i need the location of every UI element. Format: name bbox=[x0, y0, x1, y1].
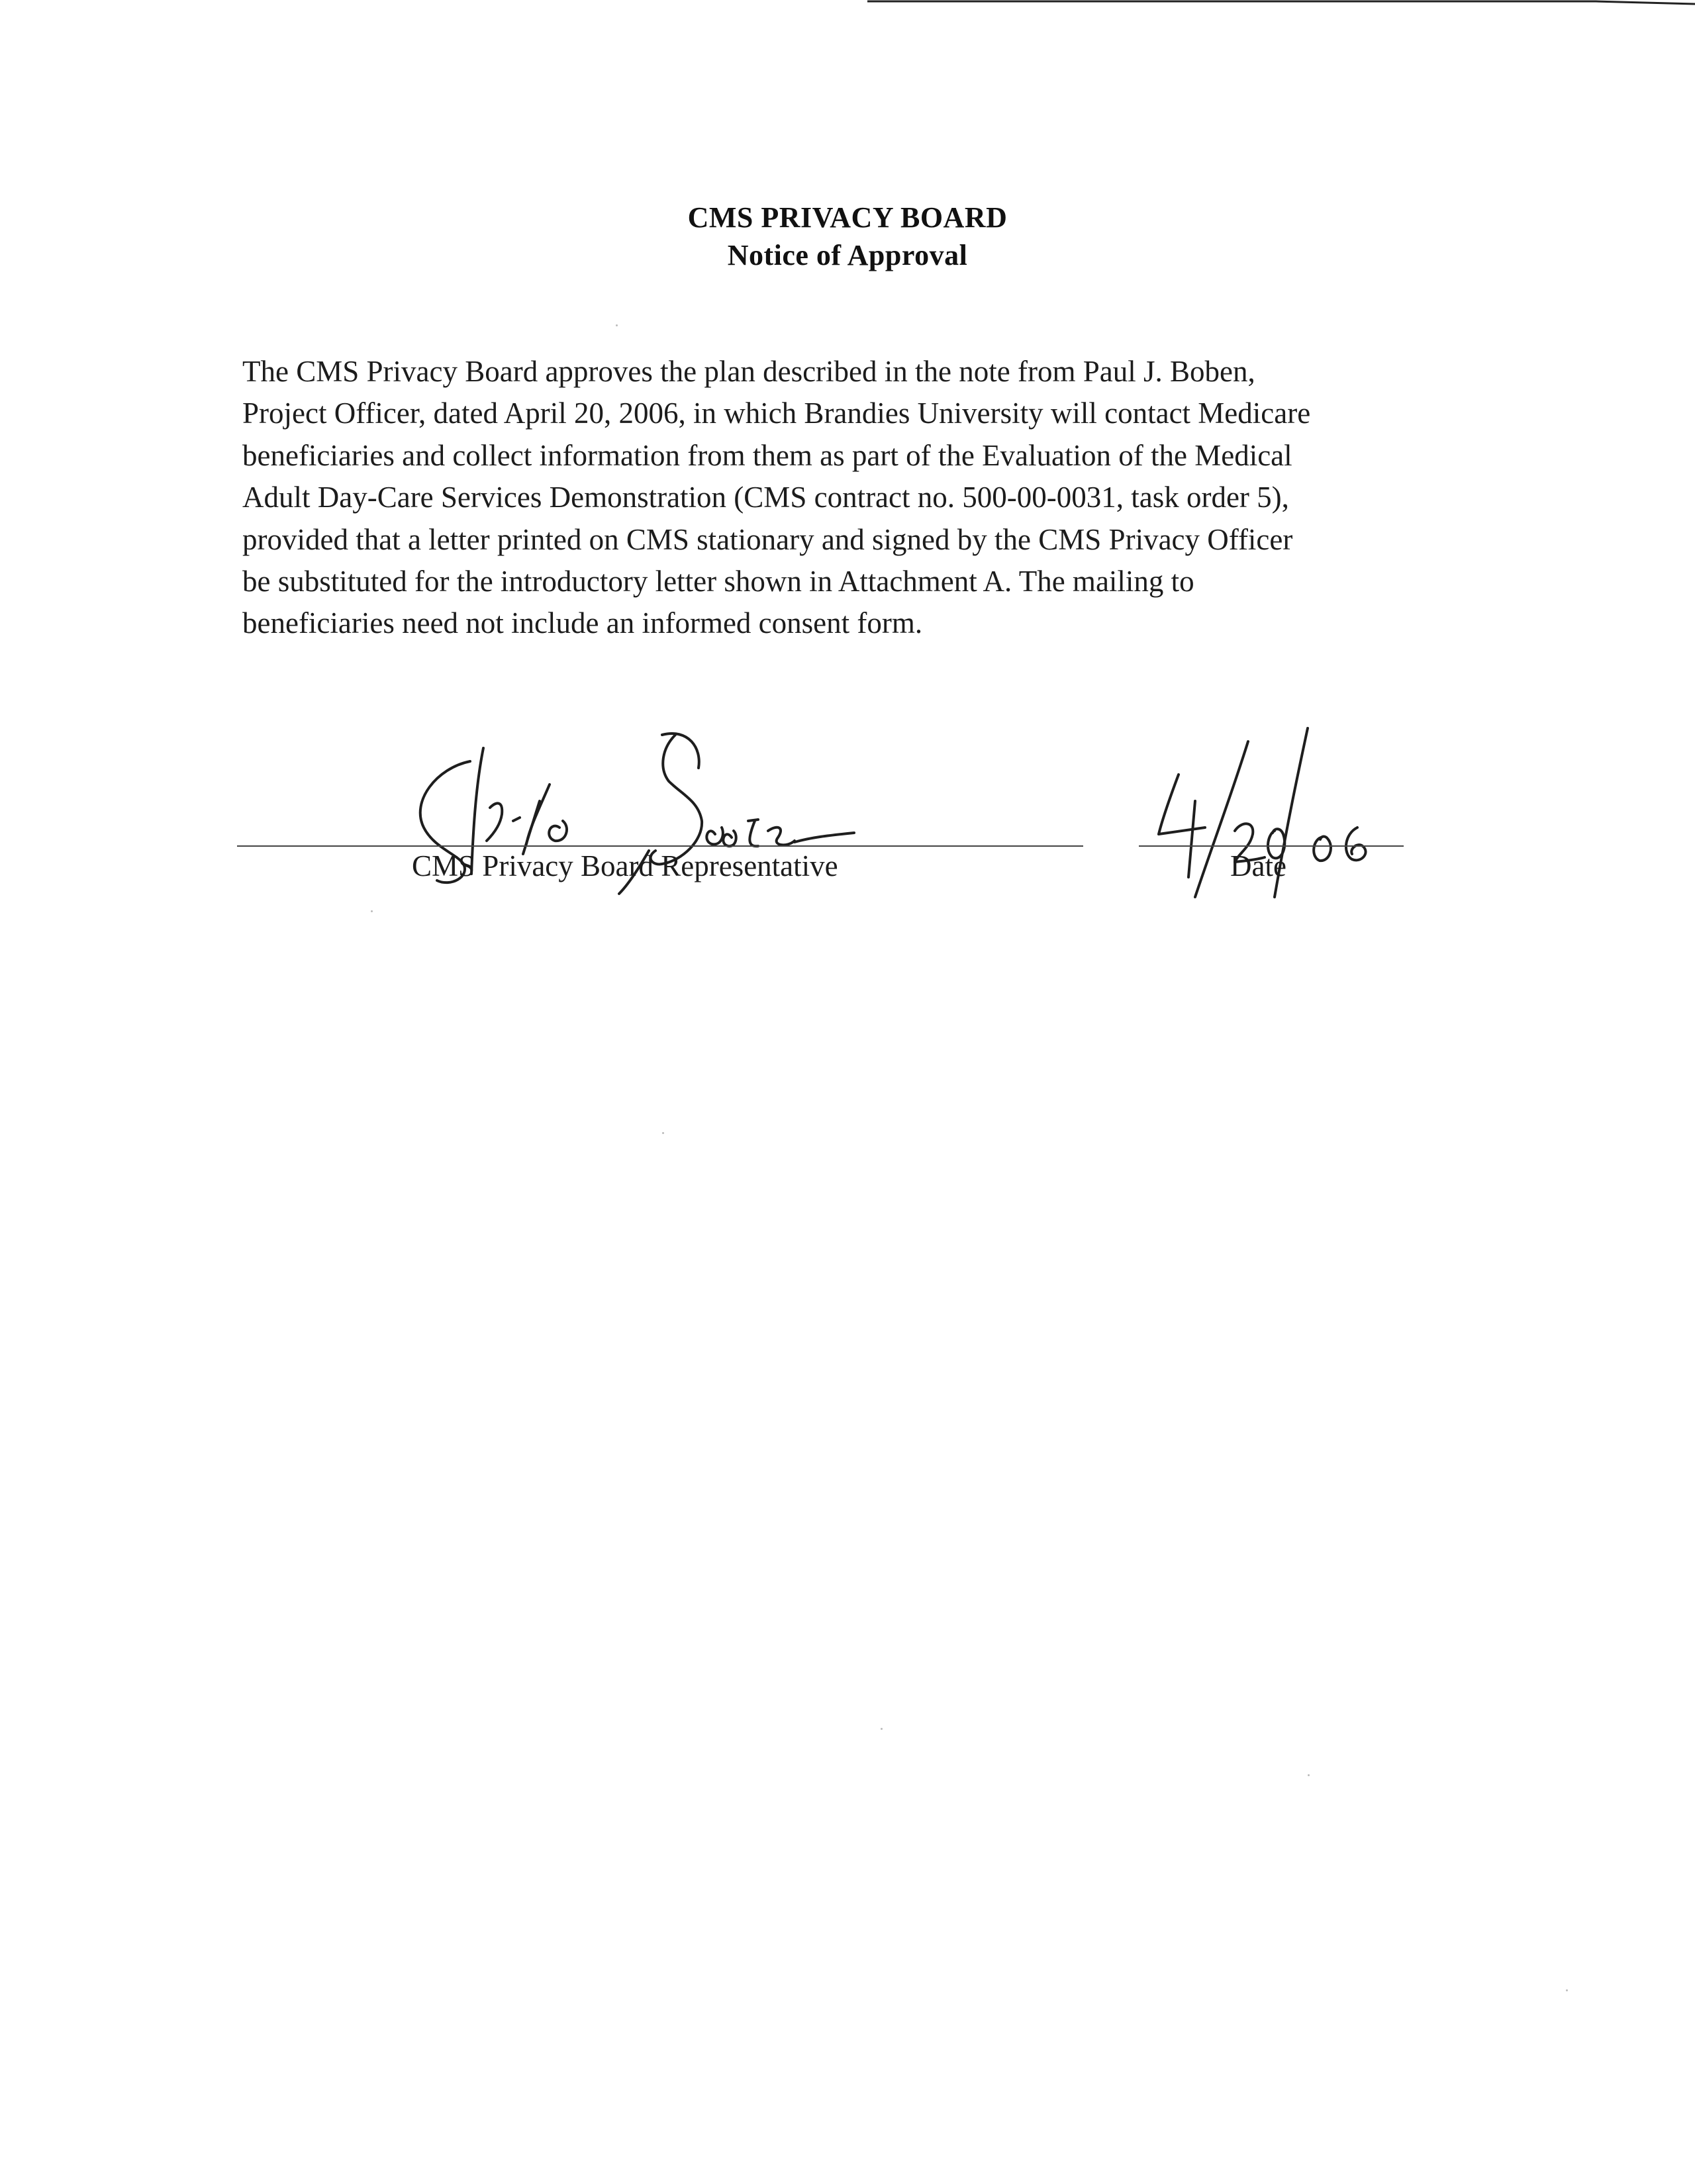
approval-paragraph bbox=[242, 351, 1454, 645]
paragraph-line: The CMS Privacy Board approves the plan described in the note from Paul J. Boben, bbox=[242, 355, 1255, 388]
paragraph-line: Project Officer, dated April 20, 2006, in which Brandies University will contact Medicare bbox=[242, 397, 1311, 430]
date-caption: Date bbox=[1230, 849, 1286, 882]
paragraph-line: provided that a letter printed on CMS stationary and signed by the CMS Privacy Officer bbox=[242, 522, 1293, 556]
notice-title: CMS PRIVACY BOARD bbox=[687, 201, 1008, 234]
paragraph-line: beneficiaries need not include an informed consent form. bbox=[242, 606, 923, 640]
scan-speck bbox=[881, 1728, 883, 1730]
scan-speck bbox=[662, 1132, 664, 1134]
signature-caption: CMS Privacy Board Representative bbox=[412, 849, 838, 882]
scan-speck bbox=[1566, 1989, 1568, 1991]
notice-subtitle: Notice of Approval bbox=[727, 239, 968, 271]
scan-edge-mark bbox=[867, 0, 1695, 5]
signature-line bbox=[237, 845, 1083, 847]
paragraph-line: be substituted for the introductory letter shown in Attachment A. The mailing to bbox=[242, 565, 1194, 598]
scan-speck bbox=[371, 910, 373, 912]
scan-speck bbox=[1308, 1774, 1310, 1776]
paragraph-line: beneficiaries and collect information from them as part of the Evaluation of the Medical bbox=[242, 438, 1292, 472]
date-line bbox=[1139, 845, 1404, 847]
scan-speck bbox=[616, 324, 618, 326]
paragraph-line: Adult Day-Care Services Demonstration (CMS contract no. 500-00-0031, task order 5), bbox=[242, 481, 1289, 514]
